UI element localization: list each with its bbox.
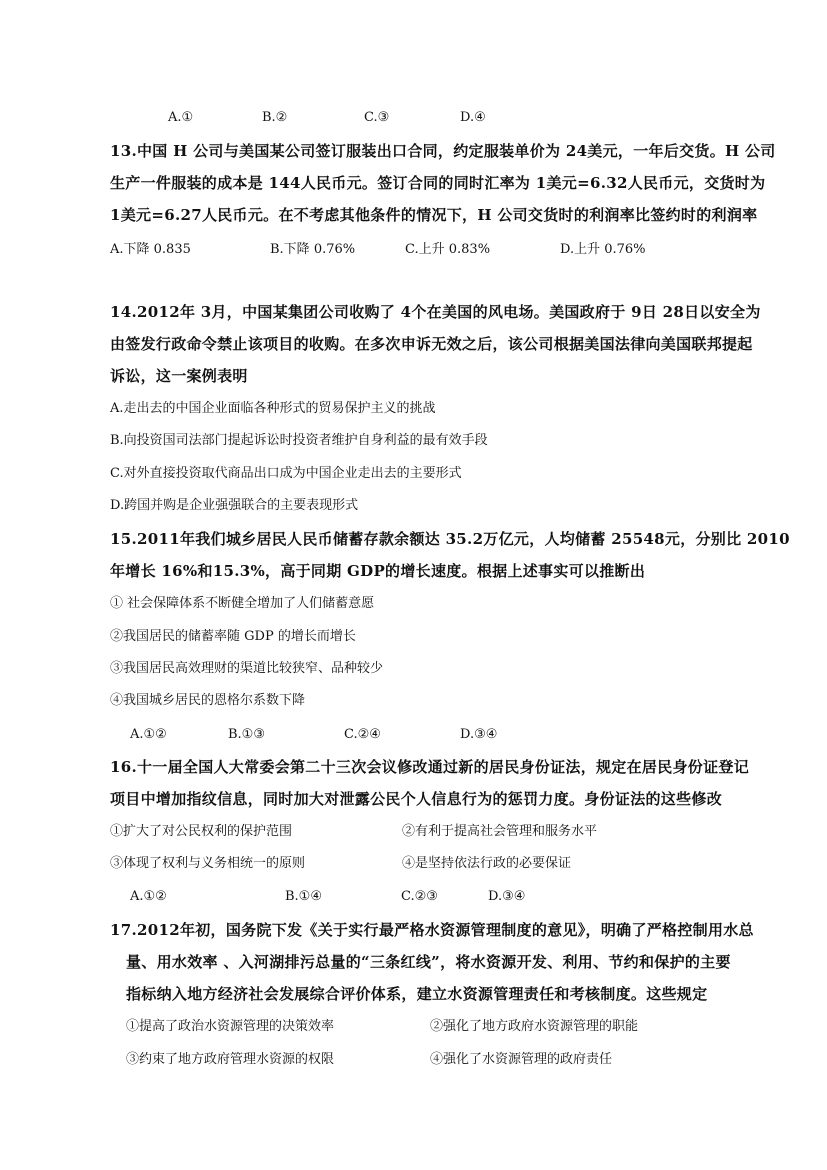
q15-stem-line-2: 年增长 16%和15.3%，高于同期 GDP的增长速度。根据上述事实可以推断出 [110,562,646,580]
q16-stem-line-1: 16.十一届全国人大常委会第二十三次会议修改通过新的居民身份证法，规定在居民身份证登记 [110,758,749,776]
q17-stem-line-2: 量、用水效率 、入河湖排污总量的“三条红线”，将水资源开发、利用、节约和保护的主要 [126,953,731,971]
q17-stem-line-3: 指标纳入地方经济社会发展综合评价体系，建立水资源管理责任和考核制度。这些规定 [126,985,708,1003]
q17-item-2: ②强化了地方政府水资源管理的职能 [430,1019,639,1034]
q14-option-d: D.跨国并购是企业强强联合的主要表现形式 [110,498,359,513]
q12-option-b: B.② [262,110,288,125]
q15-stem-line-1: 15.2011年我们城乡居民人民币储蓄存款余额达 35.2万亿元，人均储蓄 25548元，分别比 2010 [110,530,790,548]
q16-stem-line-2: 项目中增加指纹信息，同时加大对泄露公民个人信息行为的惩罚力度。身份证法的这些修改 [110,790,723,808]
q15-item-4: ④我国城乡居民的恩格尔系数下降 [110,693,306,708]
q16-item-4: ④是坚持依法行政的必要保证 [402,856,572,871]
q14-option-a: A.走出去的中国企业面临各种形式的贸易保护主义的挑战 [110,401,436,416]
q16-item-1: ①扩大了对公民权利的保护范围 [110,824,293,839]
q16-option-b: B.①④ [285,889,322,904]
q15-option-c: C.②④ [344,727,381,742]
q13-stem-line-1: 13.中国 H 公司与美国某公司签订服装出口合同，约定服装单价为 24美元，一年后交货。H 公司 [110,142,776,160]
q15-item-3: ③我国居民高效理财的渠道比较狭窄、品种较少 [110,661,384,676]
q13-option-c: C.上升 0.83% [405,242,491,257]
q16-option-d: D.③④ [488,889,526,904]
q14-option-c: C.对外直接投资取代商品出口成为中国企业走出去的主要形式 [110,466,462,481]
q17-item-1: ①提高了政治水资源管理的决策效率 [126,1019,335,1034]
q15-item-1: ① 社会保障体系不断健全增加了人们储蓄意愿 [110,596,375,611]
q13-option-b: B.下降 0.76% [270,242,356,257]
q12-option-a: A.① [168,110,194,125]
q16-option-c: C.②③ [401,889,438,904]
q16-item-3: ③体现了权利与义务相统一的原则 [110,856,306,871]
q14-stem-line-1: 14.2012年 3月，中国某集团公司收购了 4个在美国的风电场。美国政府于 9日 28日以安全为 [110,303,761,321]
q13-option-a: A.下降 0.835 [110,242,191,257]
q15-option-b: B.①③ [228,727,265,742]
q13-stem-line-2: 生产一件服装的成本是 144人民币元。签订合同的同时汇率为 1美元=6.32人民币元，交货时为 [110,174,766,192]
q17-item-3: ③约束了地方政府管理水资源的权限 [126,1052,335,1067]
q16-item-2: ②有利于提高社会管理和服务水平 [402,824,598,839]
q17-item-4: ④强化了水资源管理的政府责任 [430,1052,613,1067]
q15-option-d: D.③④ [460,727,498,742]
q15-item-2: ②我国居民的储蓄率随 GDP 的增长而增长 [110,629,356,644]
q15-option-a: A.①② [130,727,167,742]
q14-stem-line-3: 诉讼，这一案例表明 [110,367,248,385]
q12-option-c: C.③ [364,110,390,125]
q13-stem-line-3: 1美元=6.27人民币元。在不考虑其他条件的情况下，H 公司交货时的利润率比签约时的利润率 [110,206,758,224]
q14-stem-line-2: 由签发行政命令禁止该项目的收购。在多次申诉无效之后，该公司根据美国法律向美国联邦提起 [110,335,753,353]
q13-option-d: D.上升 0.76% [560,242,646,257]
q16-option-a: A.①② [130,889,167,904]
q14-option-b: B.向投资国司法部门提起诉讼时投资者维护自身利益的最有效手段 [110,433,488,448]
q12-option-d: D.④ [460,110,486,125]
q17-stem-line-1: 17.2012年初，国务院下发《关于实行最严格水资源管理制度的意见》，明确了严格控制用水总 [110,921,754,939]
